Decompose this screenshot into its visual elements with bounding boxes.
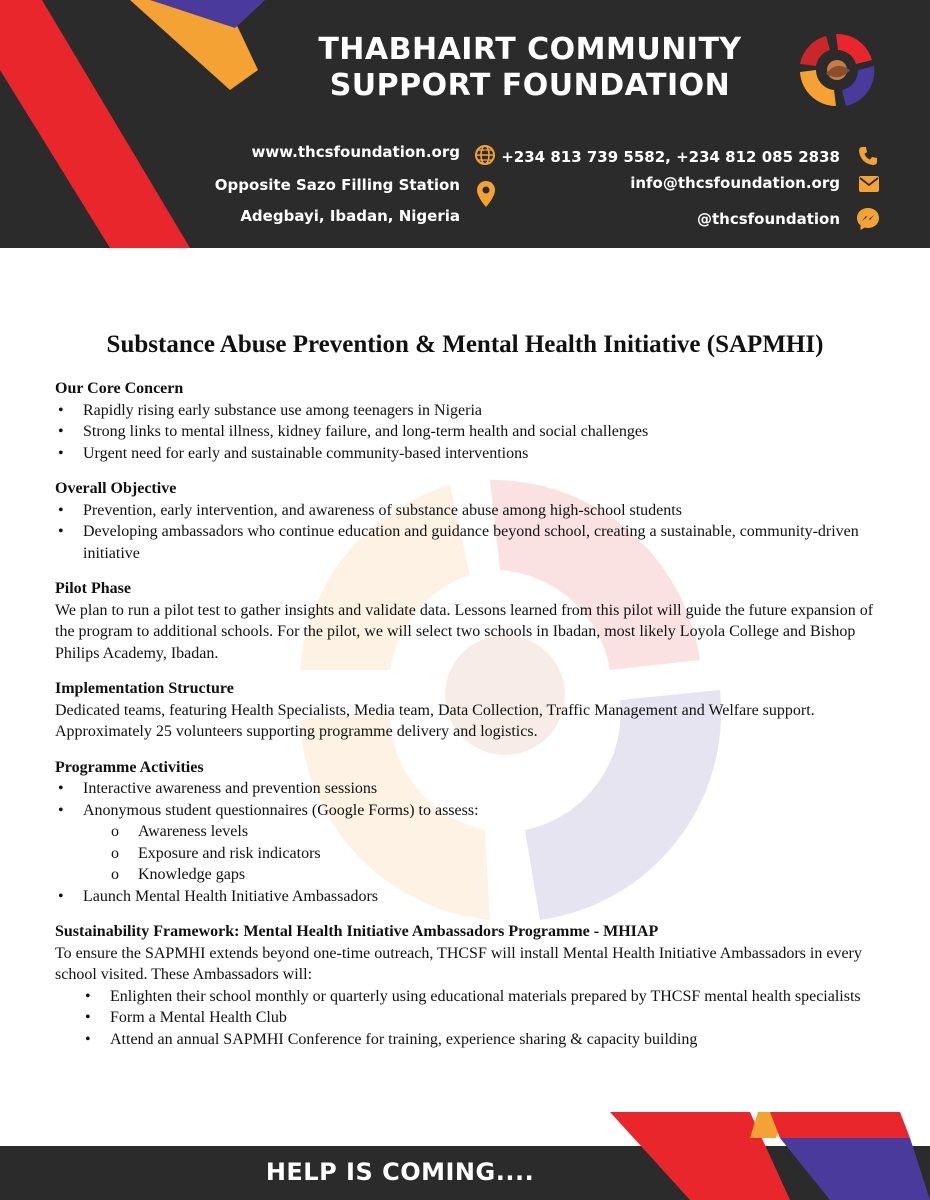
list-item: • Strong links to mental illness, kidney failure, and long-term health and social challenges — [55, 421, 875, 443]
email-text[interactable]: info@thcsfoundation.org — [630, 174, 840, 192]
list-item: • Urgent need for early and sustainable community-based interventions — [55, 443, 875, 465]
document-title: Substance Abuse Prevention & Mental Health Initiative (SAPMHI) — [106, 331, 824, 358]
section-paragraph: We plan to run a pilot test to gather insights and validate data. Lessons learned from this pilot will guide the future expansion of the program to additional schools. For the pilot, we will select two schools in Ibadan, most likely Loyola College and Bishop Philips Academy, Ibadan. — [55, 601, 874, 662]
list-item: • Developing ambassadors who continue education and guidance beyond school, creating a sustainable, community-driven initiative — [55, 521, 875, 564]
logo-hands-icon — [796, 30, 882, 110]
section-heading: Implementation Structure — [55, 680, 234, 697]
address-line1: Opposite Sazo Filling Station — [214, 176, 460, 194]
section-heading: Sustainability Framework: Mental Health Initiative Ambassadors Programme - MHIAP — [55, 923, 659, 940]
organization-name — [290, 32, 770, 104]
list-item: • Attend an annual SAPMHI Conference for training, experience sharing & capacity building — [83, 1029, 875, 1051]
list-item: • Launch Mental Health Initiative Ambassadors — [55, 886, 875, 908]
section-objective — [55, 478, 875, 564]
section-activities — [55, 757, 875, 908]
org-name-line1: THABHAIRT COMMUNITY — [318, 32, 742, 67]
sub-list-item: o Knowledge gaps — [111, 864, 875, 886]
section-heading: Programme Activities — [55, 758, 204, 776]
footer-decorative-stripes — [600, 1108, 930, 1200]
list-item: • Rapidly rising early substance use among teenagers in Nigeria — [55, 400, 875, 422]
sub-list-item: o Exposure and risk indicators — [111, 843, 875, 865]
list-item — [55, 800, 875, 886]
footer-red-stripe-2 — [770, 1112, 910, 1138]
section-heading: Overall Objective — [55, 480, 177, 497]
section-pilot — [55, 578, 875, 664]
section-core-concern — [55, 378, 875, 464]
address-line2: Adegbayi, Ibadan, Nigeria — [240, 207, 460, 225]
section-paragraph: To ensure the SAPMHI extends beyond one-time outreach, THCSF will install Mental Health Initiative Ambassadors in every school visited. These Ambassadors will: — [55, 944, 862, 983]
sub-list — [83, 821, 875, 886]
document-body — [55, 330, 875, 1064]
letterhead-header — [0, 0, 930, 248]
list-item: • Prevention, early intervention, and awareness of substance abuse among high-school students — [55, 500, 875, 522]
section-paragraph: Dedicated teams, featuring Health Specialists, Media team, Data Collection, Traffic Management and Welfare support. Approximately 25 volunteers supporting programme delivery and logistics. — [55, 701, 815, 740]
email-icon — [858, 175, 880, 193]
social-handle[interactable]: @thcsfoundation — [696, 210, 840, 228]
phone-icon — [857, 145, 879, 167]
list-item-text: Anonymous student questionnaires (Google Forms) to assess: — [83, 801, 479, 819]
website-text[interactable]: www.thcsfoundation.org — [251, 143, 460, 161]
red-stripe — [0, 0, 190, 248]
footer-tagline: HELP IS COMING.... — [265, 1158, 535, 1186]
phone-text[interactable]: +234 813 739 5582, +234 812 085 2838 — [501, 148, 840, 166]
list-item: • Enlighten their school monthly or quarterly using educational materials prepared by THCSF mental health specialists — [83, 986, 875, 1008]
footer-purple-stripe — [780, 1138, 930, 1200]
list-item: • Form a Mental Health Club — [83, 1007, 875, 1029]
globe-icon — [474, 144, 496, 166]
section-implementation — [55, 678, 875, 743]
list-item: • Interactive awareness and prevention sessions — [55, 778, 875, 800]
section-sustainability — [55, 921, 875, 1050]
section-heading: Pilot Phase — [55, 580, 131, 597]
messenger-icon — [855, 206, 881, 232]
org-name-line2: SUPPORT FOUNDATION — [329, 68, 731, 103]
sub-list-item: o Awareness levels — [111, 821, 875, 843]
section-heading: Our Core Concern — [55, 380, 184, 397]
location-pin-icon — [476, 180, 496, 208]
